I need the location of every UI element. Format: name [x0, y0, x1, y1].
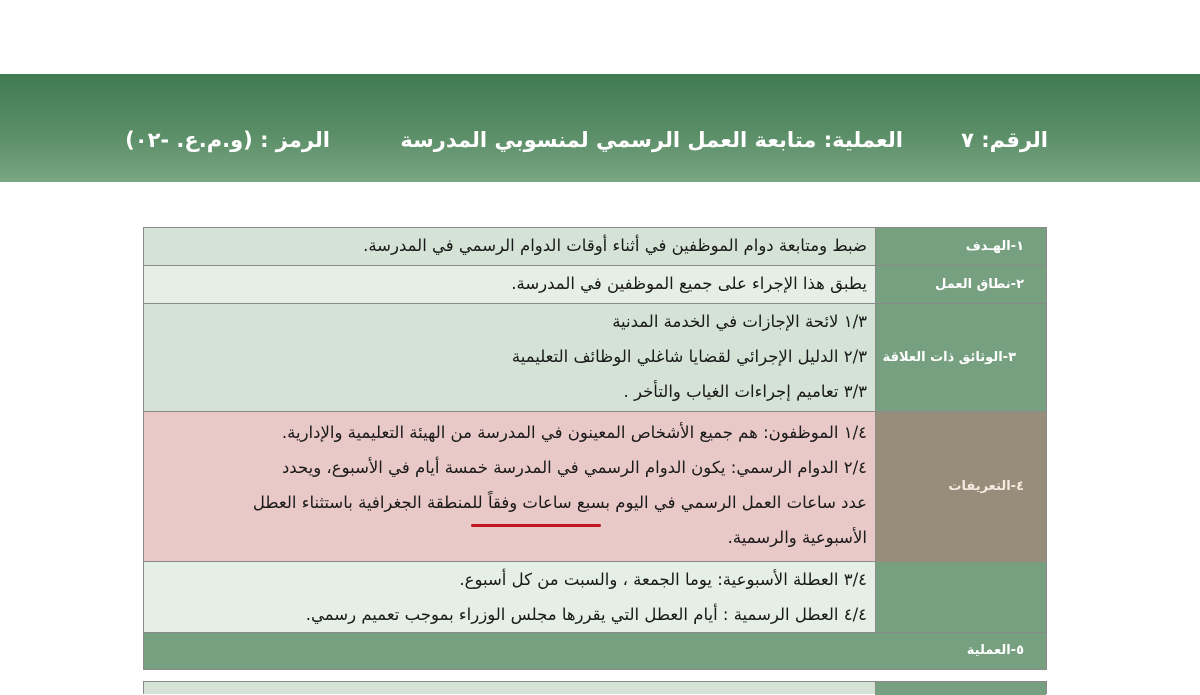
label-process: ٥-العملية: [875, 633, 1046, 669]
definition-line: عدد ساعات العمل الرسمي في اليوم بسبع ساعات وفقاً للمنطقة الجغرافية باستثناء العطل: [252, 493, 867, 512]
procedure-title: العملية: متابعة العمل الرسمي لمنسوبي المدرسة: [400, 128, 903, 152]
row-scope: [144, 266, 1046, 304]
procedure-code: الرمز : (و.م.ع. -٠٢): [125, 128, 330, 152]
goal-line: ضبط ومتابعة دوام الموظفين في أثناء أوقات الدوام الرسمي في المدرسة.: [363, 236, 867, 255]
scope-text: [144, 266, 875, 303]
definitions-content: [144, 412, 875, 632]
procedure-number: الرقم: ٧: [961, 128, 1048, 152]
definition-line: ٣/٤ العطلة الأسبوعية: يوما الجمعة ، والسبت من كل أسبوع.: [459, 570, 867, 589]
procedure-table: [143, 227, 1047, 670]
goal-text: [144, 228, 875, 265]
documents-list: [144, 304, 875, 411]
row-process: [144, 632, 1046, 669]
underline-annotation: [471, 524, 601, 527]
definition-line: ٤/٤ العطل الرسمية : أيام العطل التي يقررها مجلس الوزراء بموجب تعميم رسمي.: [305, 605, 867, 624]
next-row-label: [875, 682, 1046, 695]
process-content: [144, 633, 875, 669]
next-row: [143, 681, 1047, 694]
documents-item: ٢/٣ الدليل الإجرائي لقضايا شاغلي الوظائف التعليمية: [511, 347, 867, 366]
label-definitions: ٤-التعريفات: [876, 412, 1046, 562]
label-goal: ١-الهـدف: [875, 228, 1046, 265]
row-definitions: [144, 412, 1046, 632]
documents-item: ٣/٣ تعاميم إجراءات الغياب والتأخر .: [623, 382, 867, 401]
definition-line: ٢/٤ الدوام الرسمي: يكون الدوام الرسمي في المدرسة خمسة أيام في الأسبوع، ويحدد: [281, 458, 867, 477]
documents-item: ١/٣ لائحة الإجازات في الخدمة المدنية: [612, 312, 867, 331]
label-documents: ٣-الوثائق ذات العلاقة: [875, 304, 1046, 411]
row-documents: [144, 304, 1046, 412]
definitions-extra: [144, 562, 875, 632]
definition-line: الأسبوعية والرسمية.: [727, 528, 867, 547]
definitions-highlight: [144, 412, 875, 562]
definition-line: ١/٤ الموظفون: هم جميع الأشخاص المعينون في المدرسة من الهيئة التعليمية والإدارية.: [281, 423, 867, 442]
label-definitions-cell: [875, 412, 1046, 632]
label-scope: ٢-نطاق العمل: [875, 266, 1046, 303]
scope-line: يطبق هذا الإجراء على جميع الموظفين في المدرسة.: [511, 274, 867, 293]
row-goal: [144, 228, 1046, 266]
